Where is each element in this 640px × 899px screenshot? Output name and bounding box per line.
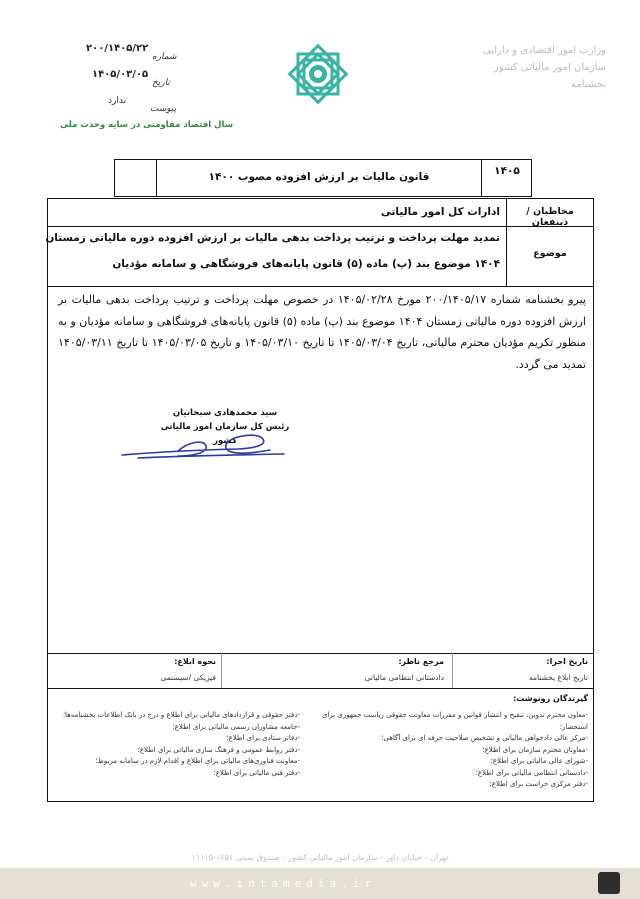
law-title: قانون مالیات بر ارزش افزوده مصوب ۱۴۰۰ — [208, 171, 430, 183]
footer-row-bottom-line — [47, 688, 594, 689]
law-box-divider — [156, 159, 157, 197]
attachment-value: ندارد — [108, 96, 127, 106]
list-item: -دفتر مرکزی حراست برای اطلاع؛ — [489, 780, 588, 788]
letter-date: ۱۴۰۵/۰۳/۰۵ — [92, 69, 149, 80]
list-item: -دفاتر ستادی برای اطلاع؛ — [226, 734, 300, 742]
list-item: -جامعه مشاوران رسمی مالیاتی برای اطلاع؛ — [172, 722, 300, 731]
footer-row-top-line — [47, 653, 594, 654]
ministry-line: سازمان امور مالیاتی کشور — [494, 62, 606, 73]
tax-organization-logo-icon — [282, 38, 354, 110]
list-item: -دفتر فنی مالیاتی برای اطلاع؛ — [213, 768, 300, 777]
footer-divider — [221, 653, 222, 688]
ministry-line: بخشنامه — [571, 79, 606, 90]
corner-mark-icon — [598, 872, 620, 894]
attachment-label: پیوست — [150, 104, 177, 114]
list-item: -شورای عالی مالیاتی برای اطلاع؛ — [490, 757, 588, 765]
footer-divider — [452, 653, 453, 688]
letter-number: ۲۰۰/۱۴۰۵/۲۲ — [86, 43, 149, 54]
law-box-divider — [481, 159, 482, 197]
recipients-label: مخاطبان / ذینفعان — [526, 206, 574, 228]
recipients-value: ادارات کل امور مالیاتی — [380, 206, 500, 218]
law-year: ۱۴۰۵ — [494, 165, 520, 177]
list-item: -دفتر روابط عمومی و فرهنگ سازی مالیاتی برای اطلاع؛ — [137, 745, 300, 754]
subject-line-2: ۱۴۰۴ موضوع بند (پ) ماده (۵) قانون پایانه‌های فروشگاهی و سامانه مؤدیان — [112, 258, 500, 270]
list-item: -معاون محترم تدوین، تنقیح و انتشار قوانین و مقررات معاونت حقوقی ریاست جمهوری برای استحضار؛ — [321, 711, 588, 731]
body-text: پیرو بخشنامه شماره ۲۰۰/۱۴۰۵/۱۷ مورخ ۱۴۰۵/۰۲/۲۸ در خصوص مهلت پرداخت و ترتیب پرداخت بدهی مالیات بر ارزش افزوده دوره مالیاتی زمستان ۱۴۰۴ موضوع بند (پ) ماده (۵) قانون پایانه‌های فروشگاهی و سامانه مؤدیان و به منظور تکریم مؤدیان محترم مالیاتی، تاریخ ۱۴۰۵/۰۳/۰۴ تا تاریخ ۱۴۰۵/۰۳/۱۰ و تاریخ ۱۴۰۵/۰۳/۰۵ تا تاریخ ۱۴۰۵/۰۳/۱۱ تمدید می گردد. — [58, 293, 586, 371]
slogan: سال اقتصاد مقاومتی در سایه وحدت ملی — [60, 120, 234, 130]
notify-method-value: فیزیکی /سیستمی — [160, 673, 216, 682]
handwritten-signature-icon — [118, 428, 288, 462]
subject-line-1: تمدید مهلت پرداخت و ترتیب پرداخت بدهی مالیات بر ارزش افزوده دوره مالیاتی زمستان — [45, 232, 500, 244]
exec-date-label: تاریخ اجرا: — [546, 657, 588, 666]
copies-label: گیرندگان رونوشت: — [513, 694, 588, 703]
supervisor-value: دادستانی انتظامی مالیاتی — [364, 673, 444, 682]
supervisor-label: مرجع ناظر: — [398, 657, 444, 666]
exec-date-value: تاریخ ابلاغ بخشنامه — [528, 673, 588, 682]
copies-right-list — [318, 710, 588, 791]
date-label: تاریخ — [152, 78, 170, 88]
signatory-name: سید محمدهادی سبحانیان — [172, 408, 278, 418]
subject-row-line — [47, 286, 594, 287]
list-item: -دفتر حقوقی و قراردادهای مالیاتی برای اطلاع و درج در بانک اطلاعات بخشنامه‌ها؛ — [62, 711, 300, 719]
website-link[interactable]: www.intamedia.ir — [190, 877, 376, 890]
list-item: -معاونان محترم سازمان برای اطلاع؛ — [482, 745, 588, 754]
label-column-divider — [506, 198, 507, 286]
signatory-title: رئیس کل سازمان امور مالیاتی کشور — [160, 422, 290, 446]
ministry-heading — [426, 42, 606, 93]
number-label: شماره — [152, 52, 177, 62]
list-item: -دادستانی انتظامی مالیاتی برای اطلاع؛ — [475, 768, 588, 777]
list-item: -مرکز عالی دادخواهی مالیاتی و تشخیص صلاحیت حرفه ای برای آگاهی؛ — [381, 734, 588, 742]
ministry-line: وزارت امور اقتصادی و دارایی — [483, 45, 606, 56]
notify-method-label: نحوه ابلاغ: — [174, 657, 216, 666]
subject-label: موضوع — [533, 248, 567, 259]
copies-left-list — [58, 710, 300, 779]
postal-address: تهران - خیابان داور - سازمان امور مالیاتی کشور - صندوق پستی ۱۶۵۱-۱۱۱۱۵ — [191, 853, 449, 862]
list-item: -معاونت فناوری‌های مالیاتی برای اطلاع و اقدام لازم در سامانه مربوط؛ — [95, 757, 300, 765]
